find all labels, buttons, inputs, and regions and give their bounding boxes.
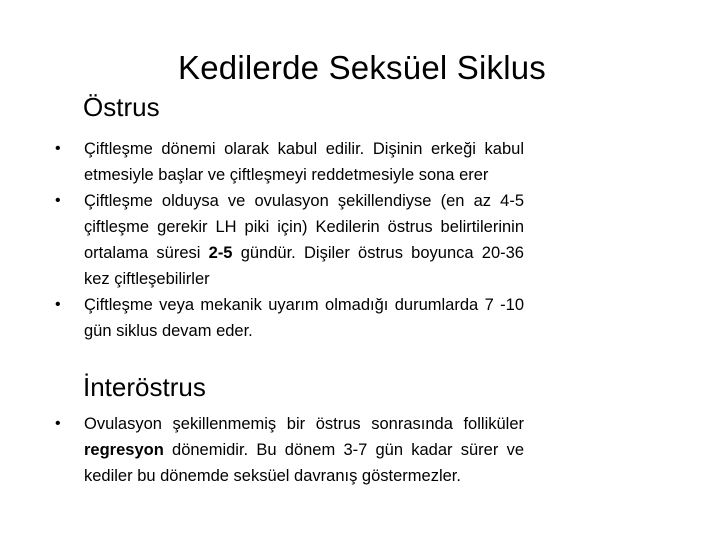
text-segment: gündür. Dişiler östrus boyunca 20-36 kez çiftleşebilirler [84,244,524,288]
bullet-text [84,140,524,184]
bullet-text [84,192,524,288]
estrus-bullet-list [50,136,524,344]
bullet-text [84,415,524,485]
estrus-bullet-2 [50,188,524,292]
text-segment: dönemidir. Bu dönem 3-7 gün kadar sürer ve kediler bu dönemde seksüel davranış göstermezler. [84,441,524,485]
interestrus-heading: İnteröstrus [83,372,206,402]
estrus-bullet-1 [50,136,524,188]
bold-text-segment: 2-5 [208,244,233,262]
slide-title: Kedilerde Seksüel Siklus [178,49,546,86]
bold-text-segment: regresyon [84,441,164,459]
text-segment: Çiftleşme veya mekanik uyarım olmadığı durumlarda 7 -10 gün siklus devam eder. [84,296,524,340]
text-segment: Çiftleşme olduysa ve ovulasyon şekillendiyse (en az 4-5 çiftleşme gerekir LH piki için) Kedilerin östrus belirtilerinin ortalama süresi [84,192,524,262]
estrus-bullet-3 [50,292,524,344]
interestrus-bullet-1 [50,411,524,489]
estrus-heading: Östrus [83,92,160,122]
interestrus-bullet-list [50,411,524,489]
bullet-text [84,296,524,340]
text-segment: Çiftleşme dönemi olarak kabul edilir. Dişinin erkeği kabul etmesiyle başlar ve çiftleşmeyi reddetmesiyle sona erer [84,140,524,184]
text-segment: Ovulasyon şekillenmemiş bir östrus sonrasında folliküler [84,415,524,433]
